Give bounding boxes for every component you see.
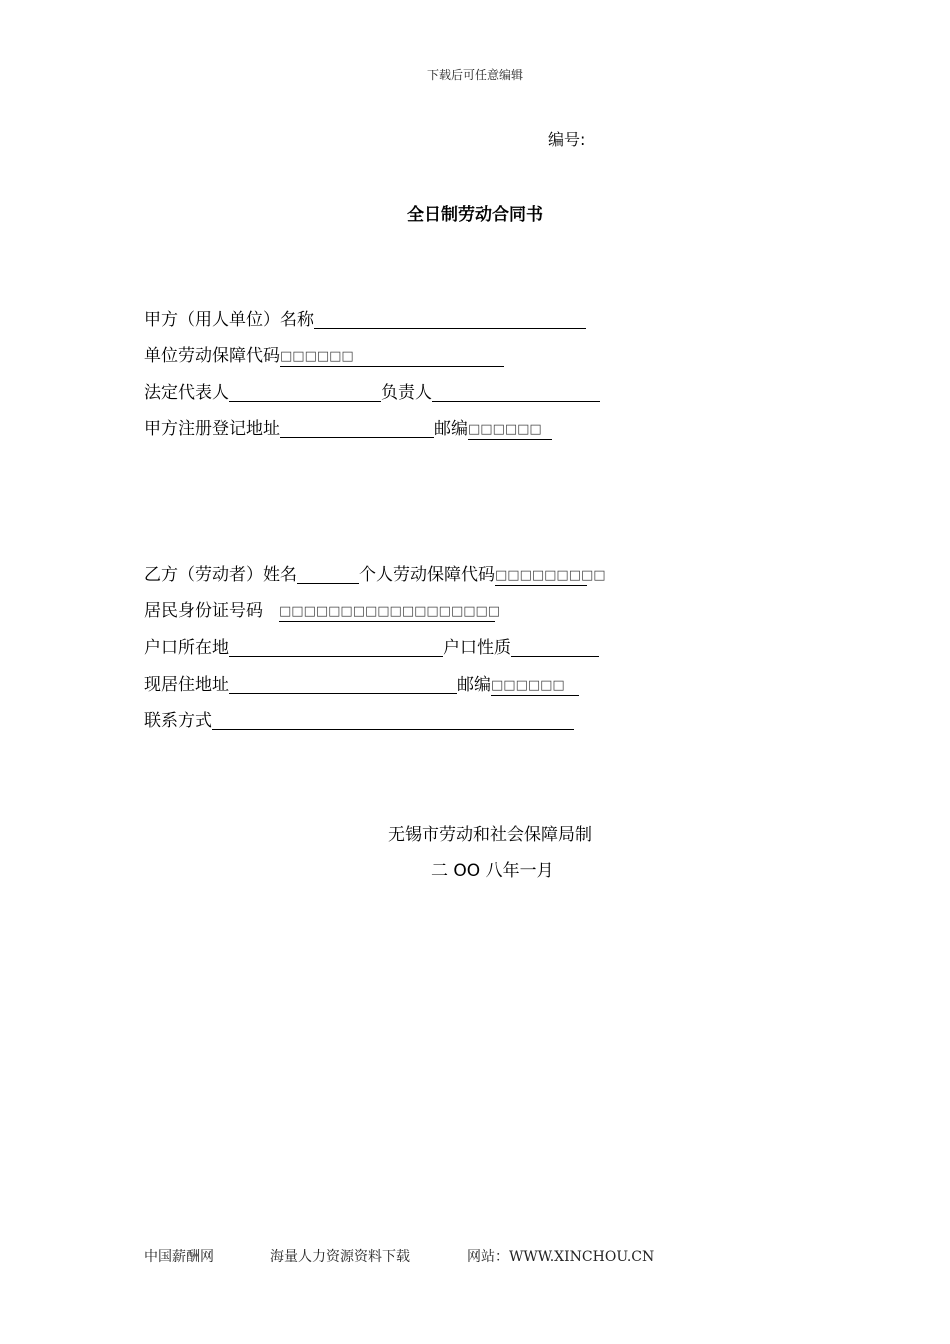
id-number-label: 居民身份证号码 (144, 601, 263, 621)
party-b-postcode-boxes[interactable]: □□□□□□ (491, 677, 579, 696)
contact-label: 联系方式 (144, 711, 212, 731)
party-a-code-label: 单位劳动保障代码 (144, 346, 280, 366)
party-b-residence-line (144, 674, 579, 696)
party-b-id-line (144, 600, 501, 622)
document-title: 全日制劳动合同书 (407, 205, 543, 225)
party-a-rep-line (144, 382, 600, 404)
party-a-code-boxes[interactable]: □□□□□□ (280, 348, 504, 367)
party-b-contact-line (144, 710, 574, 732)
hukou-type-label: 户口性质 (443, 638, 511, 658)
responsible-person-label: 负责人 (381, 383, 432, 403)
hukou-location-field[interactable] (229, 638, 443, 657)
party-b-postcode-label: 邮编 (457, 675, 491, 695)
issuer-text: 无锡市劳动和社会保障局制 (388, 825, 592, 845)
party-b-code-boxes[interactable]: □□□□□□□□□ (495, 567, 587, 586)
footer-site-name: 中国薪酬网 (144, 1249, 214, 1265)
party-a-name-line (144, 309, 586, 331)
legal-rep-label: 法定代表人 (144, 383, 229, 403)
party-a-name-label: 甲方（用人单位）名称 (144, 310, 314, 330)
id-number-boxes[interactable]: □□□□□□□□□□□□□□□□□□ (279, 603, 495, 622)
residence-address-label: 现居住地址 (144, 675, 229, 695)
party-b-hukou-line (144, 637, 599, 659)
party-b-name-field[interactable] (297, 565, 359, 584)
party-b-code-label: 个人劳动保障代码 (359, 565, 495, 585)
issue-date: 二 OO 八年一月 (431, 861, 554, 881)
hukou-location-label: 户口所在地 (144, 638, 229, 658)
footer-slogan: 海量人力资源资料下载 (270, 1249, 410, 1265)
party-a-address-field[interactable] (280, 419, 434, 438)
header-note: 下载后可任意编辑 (426, 68, 523, 82)
serial-number-label: 编号: (548, 130, 586, 149)
party-a-address-label: 甲方注册登记地址 (144, 419, 280, 439)
footer-website[interactable]: 网站：WWW.XINCHOU.CN (467, 1249, 655, 1265)
party-a-postcode-boxes[interactable]: □□□□□□ (468, 421, 552, 440)
party-a-name-field[interactable] (314, 310, 586, 329)
contact-field[interactable] (212, 711, 574, 730)
party-a-address-line (144, 418, 552, 440)
party-a-code-line (144, 345, 504, 367)
residence-address-field[interactable] (229, 675, 457, 694)
party-a-postcode-label: 邮编 (434, 419, 468, 439)
hukou-type-field[interactable] (511, 638, 599, 657)
party-b-name-line (144, 564, 606, 586)
party-b-name-label: 乙方（劳动者）姓名 (144, 565, 297, 585)
responsible-person-field[interactable] (432, 383, 600, 402)
legal-rep-field[interactable] (229, 383, 381, 402)
